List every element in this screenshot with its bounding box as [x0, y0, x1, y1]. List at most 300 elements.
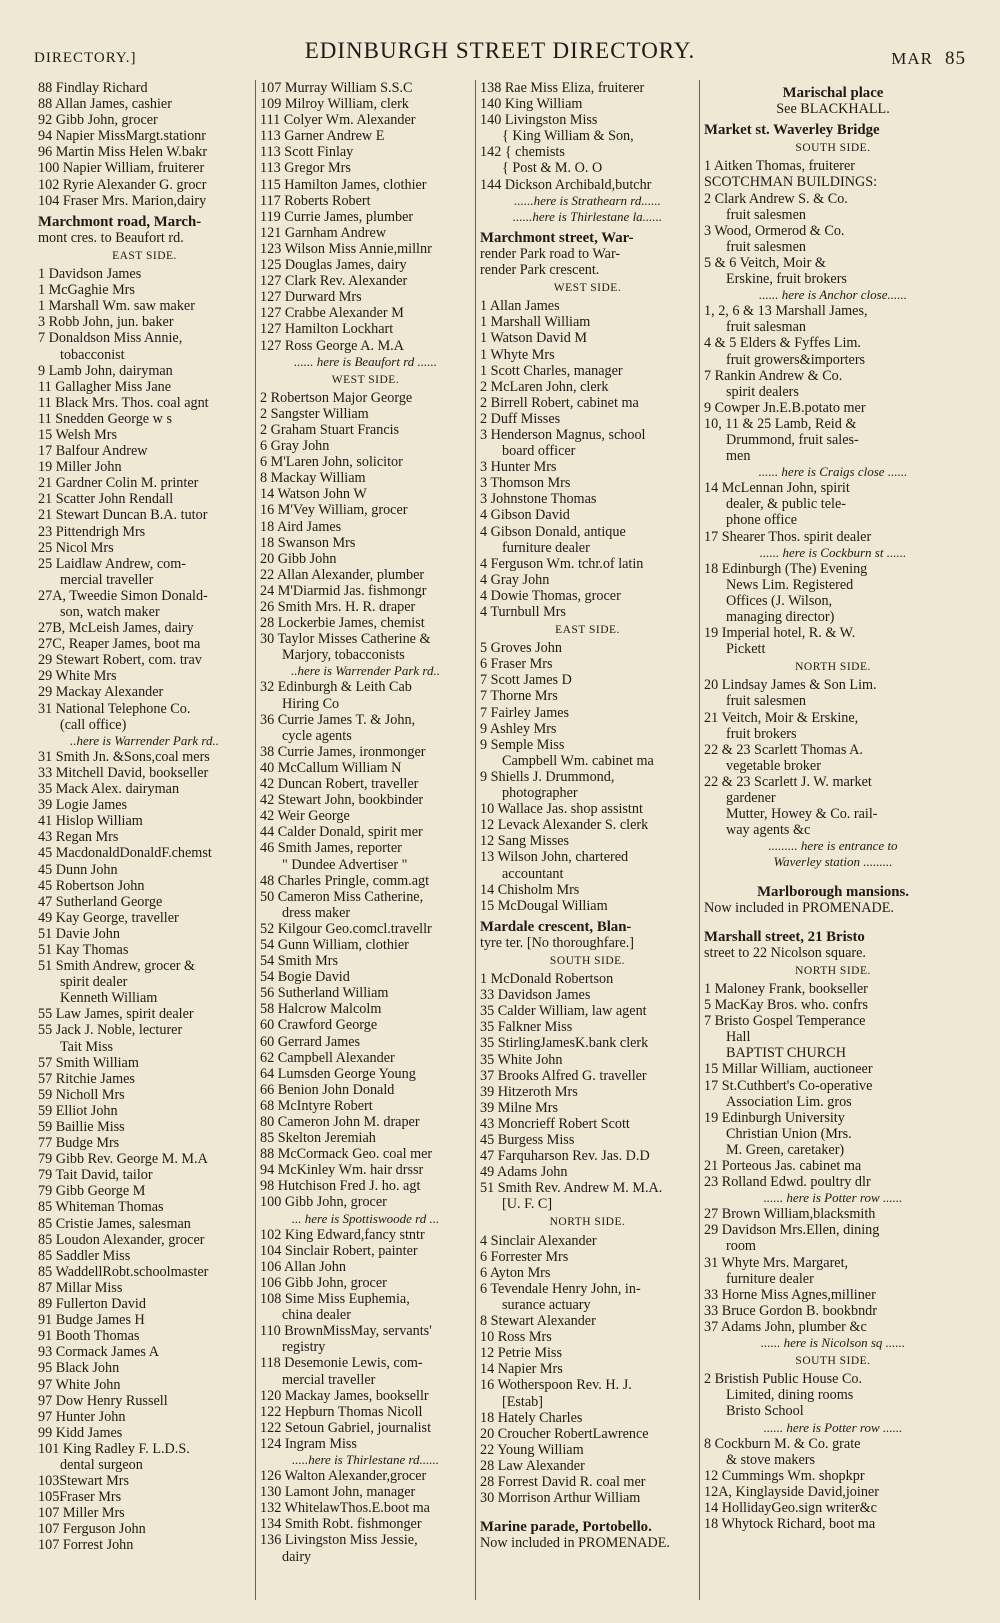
- directory-entry: 121 Garnham Andrew: [260, 224, 387, 241]
- directory-entry: 59 Nicholl Mrs: [38, 1086, 125, 1103]
- entry-continuation: vegetable broker: [726, 757, 821, 774]
- directory-entry: 111 Colyer Wm. Alexander: [260, 112, 416, 129]
- directory-entry: 14 Napier Mrs: [480, 1361, 563, 1378]
- directory-entry: 38 Currie James, ironmonger: [260, 743, 426, 760]
- directory-entry: 14 Chisholm Mrs: [480, 881, 580, 898]
- directory-entry: 138 Rae Miss Eliza, fruiterer: [480, 80, 645, 96]
- spacer: [704, 871, 962, 879]
- directory-entry: 11 Black Mrs. Thos. coal agnt: [38, 394, 209, 411]
- directory-entry: 29 White Mrs: [38, 668, 117, 685]
- side-label: SOUTH SIDE.: [795, 1355, 871, 1368]
- directory-entry: 35 StirlingJamesK.bank clerk: [480, 1035, 649, 1052]
- street-heading: Marine parade, Portobello.: [480, 1519, 652, 1536]
- directory-entry: 7 Thorne Mrs: [480, 688, 558, 705]
- directory-entry: 85 WaddellRobt.schoolmaster: [38, 1263, 209, 1280]
- entry-continuation: [U. F. C]: [502, 1196, 553, 1213]
- side-label: SOUTH SIDE.: [549, 954, 626, 967]
- directory-entry: 20 Lindsay James & Son Lim.: [704, 677, 877, 694]
- directory-entry: 58 Halcrow Malcolm: [260, 1001, 382, 1018]
- directory-entry: 1 Maloney Frank, bookseller: [704, 980, 868, 997]
- directory-entry: 43 Regan Mrs: [38, 829, 119, 846]
- directory-entry: 23 Pittendrigh Mrs: [38, 523, 146, 540]
- directory-entry: 54 Gunn William, clothier: [260, 936, 409, 953]
- entry-continuation: M. Green, caretaker): [726, 1141, 845, 1158]
- entry-continuation: mercial traveller: [282, 1371, 376, 1388]
- directory-entry: 37 Adams John, plumber &c: [704, 1318, 867, 1335]
- directory-entry: 2 Clark Andrew S. & Co.: [704, 190, 848, 207]
- entry-continuation: furniture dealer: [502, 539, 590, 556]
- entry-continuation: fruit salesman: [726, 319, 806, 336]
- directory-entry: 94 Napier MissMargt.stationr: [38, 128, 206, 145]
- directory-entry: 43 Moncrieff Robert Scott: [480, 1115, 630, 1132]
- entry-continuation: surance actuary: [502, 1296, 591, 1313]
- directory-entry: 51 Smith Rev. Andrew M. M.A.: [480, 1180, 663, 1197]
- directory-entry: 35 White John: [480, 1051, 563, 1068]
- directory-entry: 4 Gibson Donald, antique: [480, 523, 626, 540]
- directory-entry: 12 Petrie Miss: [480, 1345, 562, 1362]
- directory-entry: 6 Gray John: [260, 438, 330, 455]
- directory-entry: 88 Findlay Richard: [38, 80, 148, 96]
- directory-entry: 2 Sangster William: [260, 405, 369, 422]
- entry-continuation: dairy: [282, 1548, 312, 1565]
- entry-continuation: gardener: [726, 790, 776, 807]
- cross-street-marker: ... here is Spottiswoode rd ...: [291, 1210, 440, 1226]
- directory-entry: 124 Ingram Miss: [260, 1435, 357, 1452]
- directory-entry: 93 Cormack James A: [38, 1344, 159, 1361]
- directory-entry: 22 Allan Alexander, plumber: [260, 566, 425, 583]
- entry-continuation: phone office: [726, 512, 798, 529]
- directory-entry: 113 Scott Finlay: [260, 144, 354, 161]
- directory-entry: 5 & 6 Veitch, Moir &: [704, 254, 826, 271]
- directory-entry: 13 Wilson John, chartered: [480, 849, 629, 866]
- directory-entry: 44 Calder Donald, spirit mer: [260, 824, 423, 841]
- directory-entry: 27C, Reaper James, boot ma: [38, 636, 201, 653]
- directory-entry: 5 MacKay Bros. who. confrs: [704, 997, 868, 1014]
- entry-continuation: Erskine, fruit brokers: [726, 271, 847, 288]
- directory-entry: 118 Desemonie Lewis, com-: [260, 1355, 423, 1372]
- directory-entry: 8 Cockburn M. & Co. grate: [704, 1435, 861, 1452]
- cross-street-marker: ......here is Thirlestane la......: [512, 208, 663, 224]
- directory-entry: 94 McKinley Wm. hair drssr: [260, 1162, 424, 1179]
- directory-entry: 41 Hislop William: [38, 813, 143, 830]
- cross-street-marker: ...... here is Potter row ......: [763, 1419, 903, 1435]
- directory-entry: 64 Lumsden George Young: [260, 1065, 416, 1082]
- street-note: mont cres. to Beaufort rd.: [38, 229, 184, 246]
- directory-entry: 103Stewart Mrs: [38, 1473, 130, 1490]
- directory-entry: 105Fraser Mrs: [38, 1489, 122, 1506]
- directory-entry: 140 King William: [480, 96, 583, 113]
- spacer: [704, 916, 962, 924]
- directory-entry: 125 Douglas James, dairy: [260, 257, 407, 274]
- entry-continuation: men: [726, 448, 751, 465]
- entry-continuation: { Post & M. O. O: [502, 160, 603, 177]
- directory-entry: 57 Ritchie James: [38, 1070, 135, 1087]
- directory-entry: 46 Smith James, reporter: [260, 840, 402, 857]
- directory-entry: 92 Gibb John, grocer: [38, 112, 158, 129]
- directory-entry: 42 Stewart John, bookbinder: [260, 792, 424, 809]
- directory-entry: 1 Marshall Wm. saw maker: [38, 298, 195, 315]
- directory-entry: 18 Aird James: [260, 518, 342, 535]
- directory-entry: 60 Crawford George: [260, 1017, 378, 1034]
- directory-entry: 127 Crabbe Alexander M: [260, 305, 404, 322]
- directory-entry: 16 Wotherspoon Rev. H. J.: [480, 1377, 632, 1394]
- directory-entry: 1, 2, 6 & 13 Marshall James,: [704, 303, 868, 320]
- side-label: NORTH SIDE.: [795, 661, 871, 674]
- directory-entry: 32 Edinburgh & Leith Cab: [260, 679, 412, 696]
- column-4: [700, 80, 966, 1600]
- cross-street-marker: ...... here is Anchor close......: [758, 287, 908, 303]
- directory-entry: 24 M'Diarmid Jas. fishmongr: [260, 582, 427, 599]
- directory-entry: 7 Donaldson Miss Annie,: [38, 330, 183, 347]
- directory-entry: 23 Rolland Edwd. poultry dlr: [704, 1174, 871, 1191]
- directory-entry: 21 Stewart Duncan B.A. tutor: [38, 507, 208, 524]
- directory-entry: 47 Farquharson Rev. Jas. D.D: [480, 1148, 650, 1165]
- directory-entry: 59 Elliot John: [38, 1102, 118, 1119]
- street-note: Now included in PROMENADE.: [480, 1535, 670, 1552]
- directory-entry: 27 Brown William,blacksmith: [704, 1206, 876, 1223]
- directory-entry: 3 Thomson Mrs: [480, 475, 571, 492]
- directory-entry: 39 Milne Mrs: [480, 1099, 559, 1116]
- directory-entry: 22 Young William: [480, 1441, 584, 1458]
- directory-entry: 21 Gardner Colin M. printer: [38, 475, 199, 492]
- directory-entry: 85 Saddler Miss: [38, 1247, 131, 1264]
- entry-continuation: dental surgeon: [60, 1456, 143, 1473]
- directory-entry: 45 Burgess Miss: [480, 1132, 575, 1148]
- directory-entry: 117 Roberts Robert: [260, 192, 371, 209]
- header-section: MAR: [891, 49, 933, 68]
- directory-entry: 9 Ashley Mrs: [480, 720, 557, 737]
- column-1: [34, 80, 256, 1600]
- side-label: SOUTH SIDE.: [795, 142, 871, 155]
- directory-entry: 48 Charles Pringle, comm.agt: [260, 872, 430, 889]
- directory-entry: 113 Garner Andrew E: [260, 128, 385, 145]
- directory-entry: 11 Snedden George w s: [38, 410, 172, 427]
- entry-continuation: spirit dealer: [60, 974, 128, 991]
- directory-entry: 33 Davidson James: [480, 987, 591, 1004]
- directory-entry: 28 Law Alexander: [480, 1457, 585, 1474]
- directory-entry: 2 Graham Stuart Francis: [260, 421, 400, 438]
- directory-entry: 113 Gregor Mrs: [260, 160, 351, 177]
- directory-entry: 8 Stewart Alexander: [480, 1313, 596, 1330]
- directory-entry: 6 Forrester Mrs: [480, 1248, 569, 1265]
- directory-entry: 97 White John: [38, 1376, 121, 1393]
- entry-continuation: accountant: [502, 865, 564, 882]
- directory-entry: 60 Gerrard James: [260, 1033, 361, 1050]
- directory-entry: 31 Smith Jn. &Sons,coal mers: [38, 748, 210, 765]
- side-label: NORTH SIDE.: [549, 1216, 626, 1229]
- cross-street-marker: Waverley station .........: [773, 854, 893, 870]
- page-title: EDINBURGH STREET DIRECTORY.: [304, 38, 696, 63]
- directory-entry: 14 HollidayGeo.sign writer&c: [704, 1499, 877, 1516]
- directory-entry: 40 McCallum William N: [260, 759, 402, 776]
- entry-continuation: Mutter, Howey & Co. rail-: [726, 806, 878, 823]
- directory-entry: 140 Livingston Miss: [480, 112, 598, 129]
- side-label: NORTH SIDE.: [795, 964, 871, 977]
- entry-continuation: Pickett: [726, 641, 766, 658]
- side-label: EAST SIDE.: [555, 624, 620, 637]
- directory-entry: 4 Ferguson Wm. tchr.of latin: [480, 555, 644, 572]
- directory-entry: 39 Hitzeroth Mrs: [480, 1083, 578, 1100]
- directory-entry: 120 Mackay James, booksellr: [260, 1387, 429, 1404]
- directory-entry: 35 Mack Alex. dairyman: [38, 781, 180, 798]
- directory-entry: 1 Aitken Thomas, fruiterer: [704, 158, 856, 175]
- directory-entry: 29 Davidson Mrs.Ellen, dining: [704, 1222, 880, 1239]
- directory-entry: 122 Setoun Gabriel, journalist: [260, 1419, 432, 1436]
- directory-entry: 100 Gibb John, grocer: [260, 1194, 387, 1211]
- directory-entry: 91 Budge James H: [38, 1312, 145, 1329]
- directory-entry: 107 Forrest John: [38, 1537, 134, 1554]
- entry-continuation: furniture dealer: [726, 1270, 814, 1287]
- directory-entry: 102 Ryrie Alexander G. grocr: [38, 176, 207, 193]
- directory-entry: 79 Tait David, tailor: [38, 1167, 153, 1184]
- directory-entry: 45 MacdonaldDonaldF.chemst: [38, 845, 212, 862]
- directory-entry: 50 Cameron Miss Catherine,: [260, 888, 424, 905]
- directory-entry: 1 McDonald Robertson: [480, 971, 614, 988]
- directory-entry: 35 Falkner Miss: [480, 1019, 573, 1036]
- directory-entry: 25 Laidlaw Andrew, com-: [38, 555, 187, 572]
- cross-street-marker: ......... here is entrance to: [768, 838, 898, 854]
- directory-entry: 16 M'Vey William, grocer: [260, 502, 408, 519]
- directory-entry: 66 Benion John Donald: [260, 1081, 395, 1098]
- directory-entry: 33 Mitchell David, bookseller: [38, 764, 209, 781]
- directory-entry: 3 Johnstone Thomas: [480, 491, 597, 508]
- street-note: Now included in PROMENADE.: [704, 899, 894, 916]
- entry-continuation: Kenneth William: [60, 990, 158, 1007]
- directory-entry: 4 Sinclair Alexander: [480, 1232, 597, 1249]
- entry-continuation: & stove makers: [726, 1451, 816, 1468]
- directory-entry: 4 Turnbull Mrs: [480, 604, 566, 620]
- directory-entry: 3 Wood, Ormerod & Co.: [704, 222, 845, 239]
- page-number: 85: [945, 48, 966, 69]
- street-note: street to 22 Nicolson square.: [704, 944, 866, 961]
- directory-entry: 52 Kilgour Geo.comcl.travellr: [260, 920, 432, 937]
- directory-entry: 30 Morrison Arthur William: [480, 1490, 641, 1507]
- directory-entry: 28 Lockerbie James, chemist: [260, 615, 425, 632]
- directory-entry: 21 Scatter John Rendall: [38, 491, 174, 508]
- directory-entry: 79 Gibb Rev. George M. M.A: [38, 1151, 208, 1168]
- directory-entry: 10 Ross Mrs: [480, 1329, 552, 1346]
- directory-entry: 7 Rankin Andrew & Co.: [704, 367, 843, 384]
- directory-entry: 104 Fraser Mrs. Marion,dairy: [38, 192, 207, 209]
- directory-entry: 27B, McLeish James, dairy: [38, 620, 194, 637]
- directory-entry: 99 Kidd James: [38, 1424, 123, 1441]
- directory-entry: 123 Wilson Miss Annie,millnr: [260, 240, 432, 257]
- directory-entry: 19 Miller John: [38, 459, 122, 476]
- directory-entry: 28 Forrest David R. coal mer: [480, 1473, 646, 1490]
- directory-entry: 1 Whyte Mrs: [480, 346, 555, 363]
- entry-continuation: room: [726, 1238, 756, 1255]
- directory-entry: 51 Kay Thomas: [38, 941, 129, 958]
- directory-entry: 1 Watson David M: [480, 330, 587, 347]
- directory-entry: 31 National Telephone Co.: [38, 700, 191, 717]
- directory-entry: 100 Napier William, fruiterer: [38, 160, 205, 177]
- directory-entry: 49 Adams John: [480, 1164, 568, 1181]
- entry-continuation: dress maker: [282, 904, 351, 921]
- cross-street-marker: .....here is Thirlestane rd......: [291, 1451, 440, 1467]
- directory-entry: 89 Fullerton David: [38, 1296, 146, 1313]
- cross-street-marker: ......here is Strathearn rd......: [514, 192, 661, 208]
- directory-entry: 15 Welsh Mrs: [38, 426, 117, 443]
- columns: [34, 80, 966, 1600]
- entry-continuation: board officer: [502, 443, 576, 460]
- street-note: render Park road to War-: [480, 245, 621, 262]
- entry-continuation: son, watch maker: [60, 604, 160, 620]
- entry-continuation: Marjory, tobacconists: [282, 647, 405, 664]
- directory-entry: 21 Veitch, Moir & Erskine,: [704, 709, 859, 726]
- cross-street-marker: ...... here is Potter row ......: [763, 1190, 903, 1206]
- directory-entry: 1 Allan James: [480, 298, 560, 315]
- entry-continuation: Hiring Co: [282, 695, 340, 712]
- directory-entry: 106 Allan John: [260, 1258, 346, 1275]
- page-header: [34, 38, 966, 74]
- directory-entry: 29 Stewart Robert, com. trav: [38, 652, 202, 669]
- entry-continuation: Campbell Wm. cabinet ma: [502, 752, 654, 769]
- directory-entry: 106 Gibb John, grocer: [260, 1274, 387, 1291]
- directory-entry: 20 Croucher RobertLawrence: [480, 1425, 649, 1442]
- street-note: tyre ter. [No thoroughfare.]: [480, 934, 635, 951]
- directory-entry: 2 Duff Misses: [480, 410, 561, 427]
- street-note: See BLACKHALL.: [776, 101, 890, 118]
- entry-continuation: cycle agents: [282, 727, 352, 744]
- directory-entry: 54 Bogie David: [260, 969, 350, 986]
- directory-entry: 97 Hunter John: [38, 1408, 126, 1425]
- directory-entry: 87 Millar Miss: [38, 1279, 123, 1296]
- directory-entry: 9 Cowper Jn.E.B.potato mer: [704, 399, 866, 416]
- directory-entry: 98 Hutchison Fred J. ho. agt: [260, 1178, 421, 1195]
- directory-entry: 54 Smith Mrs: [260, 953, 339, 970]
- entry-continuation: (call office): [60, 716, 127, 733]
- directory-entry: 18 Whytock Richard, boot ma: [704, 1516, 876, 1533]
- side-label: WEST SIDE.: [331, 373, 400, 386]
- directory-entry: 122 Hepburn Thomas Nicoll: [260, 1403, 423, 1420]
- directory-entry: 4 & 5 Elders & Fyffes Lim.: [704, 335, 861, 352]
- directory-entry: 110 BrownMissMay, servants': [260, 1323, 432, 1340]
- directory-entry: 11 Gallagher Miss Jane: [38, 378, 172, 395]
- entry-continuation: Hall: [726, 1029, 751, 1046]
- entry-continuation: photographer: [502, 785, 578, 802]
- entry-continuation: Offices (J. Wilson,: [726, 592, 833, 609]
- directory-entry: 6 Tevendale Henry John, in-: [480, 1280, 641, 1297]
- directory-entry: 132 WhitelawThos.E.boot ma: [260, 1500, 430, 1517]
- directory-entry: 144 Dickson Archibald,butchr: [480, 176, 652, 193]
- directory-entry: 18 Edinburgh (The) Evening: [704, 560, 868, 577]
- directory-entry: 1 Davidson James: [38, 266, 142, 283]
- directory-entry: 33 Bruce Gordon B. bookbndr: [704, 1302, 877, 1319]
- directory-entry: 14 Watson John W: [260, 486, 367, 503]
- directory-entry: 15 Millar William, auctioneer: [704, 1061, 873, 1078]
- directory-entry: 37 Brooks Alfred G. traveller: [480, 1067, 647, 1084]
- directory-entry: 26 Smith Mrs. H. R. draper: [260, 599, 416, 615]
- directory-entry: 126 Walton Alexander,grocer: [260, 1468, 427, 1485]
- directory-entry: 3 Hunter Mrs: [480, 459, 557, 476]
- directory-entry: SCOTCHMAN BUILDINGS:: [704, 174, 878, 191]
- directory-entry: 9 Semple Miss: [480, 736, 565, 753]
- directory-entry: 27A, Tweedie Simon Donald-: [38, 587, 208, 604]
- directory-entry: 127 Hamilton Lockhart: [260, 321, 394, 338]
- directory-entry: 22 & 23 Scarlett Thomas A.: [704, 741, 863, 758]
- entry-continuation: " Dundee Advertiser ": [282, 856, 408, 873]
- directory-entry: 6 Fraser Mrs: [480, 656, 553, 673]
- directory-entry: 115 Hamilton James, clothier: [260, 176, 427, 193]
- directory-entry: 95 Black John: [38, 1360, 120, 1377]
- header-left: DIRECTORY.]: [34, 50, 137, 66]
- street-heading: Marischal place: [782, 85, 884, 101]
- directory-entry: 30 Taylor Misses Catherine &: [260, 631, 431, 648]
- directory-entry: 51 Smith Andrew, grocer &: [38, 958, 196, 975]
- directory-entry: 42 Duncan Robert, traveller: [260, 776, 419, 793]
- directory-entry: 104 Sinclair Robert, painter: [260, 1242, 418, 1259]
- directory-entry: 2 Birrell Robert, cabinet ma: [480, 394, 639, 411]
- directory-entry: 119 Currie James, plumber: [260, 208, 414, 225]
- directory-entry: 21 Porteous Jas. cabinet ma: [704, 1158, 862, 1174]
- directory-entry: 29 Mackay Alexander: [38, 684, 164, 701]
- directory-entry: 1 Marshall William: [480, 314, 591, 331]
- directory-entry: 127 Clark Rev. Alexander: [260, 273, 408, 290]
- directory-entry: 45 Robertson John: [38, 877, 145, 894]
- cross-street-marker: ..here is Warrender Park rd..: [290, 663, 440, 679]
- entry-continuation: mercial traveller: [60, 571, 154, 588]
- entry-continuation: News Lim. Registered: [726, 576, 854, 593]
- directory-entry: 102 King Edward,fancy stntr: [260, 1226, 425, 1243]
- directory-entry: 127 Ross George A. M.A: [260, 337, 404, 354]
- directory-entry: 8 Mackay William: [260, 470, 366, 487]
- directory-entry: 107 Miller Mrs: [38, 1505, 125, 1522]
- entry-continuation: registry: [282, 1339, 326, 1356]
- street-note: render Park crescent.: [480, 262, 600, 279]
- directory-entry: 107 Murray William S.S.C: [260, 80, 413, 96]
- directory-entry: 88 McCormack Geo. coal mer: [260, 1146, 433, 1163]
- directory-entry: 36 Currie James T. & John,: [260, 711, 416, 728]
- directory-entry: 39 Logie James: [38, 797, 128, 814]
- directory-entry: 6 M'Laren John, solicitor: [260, 454, 403, 471]
- entry-continuation: fruit brokers: [726, 725, 797, 742]
- entry-continuation: fruit salesmen: [726, 238, 806, 255]
- directory-entry: 9 Shiells J. Drummond,: [480, 768, 615, 785]
- directory-entry: 19 Imperial hotel, R. & W.: [704, 625, 856, 642]
- directory-entry: 18 Swanson Mrs: [260, 534, 356, 551]
- cross-street-marker: ...... here is Beaufort rd ......: [293, 353, 438, 369]
- entry-continuation: fruit salesmen: [726, 206, 806, 223]
- street-heading: Marshall street, 21 Bristo: [704, 928, 865, 945]
- directory-entry: 17 Shearer Thos. spirit dealer: [704, 528, 872, 545]
- street-heading: Marchmont road, March-: [38, 213, 202, 230]
- directory-entry: 19 Edinburgh University: [704, 1109, 845, 1126]
- directory-entry: 136 Livingston Miss Jessie,: [260, 1532, 418, 1549]
- directory-entry: 12 Cummings Wm. shopkpr: [704, 1467, 865, 1484]
- directory-entry: 96 Martin Miss Helen W.bakr: [38, 144, 208, 161]
- directory-entry: 17 Balfour Andrew: [38, 443, 148, 460]
- directory-entry: 4 Gibson David: [480, 507, 570, 524]
- directory-entry: 142 { chemists: [480, 144, 565, 161]
- entry-continuation: fruit salesmen: [726, 693, 806, 710]
- directory-entry: 80 Cameron John M. draper: [260, 1114, 420, 1130]
- entry-continuation: china dealer: [282, 1307, 351, 1324]
- entry-continuation: Tait Miss: [60, 1038, 114, 1055]
- directory-entry: 20 Gibb John: [260, 550, 337, 567]
- entry-continuation: spirit dealers: [726, 383, 799, 400]
- directory-entry: 79 Gibb George M: [38, 1183, 146, 1200]
- directory-entry: 12 Sang Misses: [480, 833, 570, 850]
- header-right: [891, 48, 966, 70]
- directory-entry: 9 Lamb John, dairyman: [38, 362, 173, 379]
- entry-continuation: way agents &c: [726, 822, 811, 839]
- cross-street-marker: ...... here is Nicolson sq ......: [760, 1335, 906, 1351]
- directory-entry: 22 & 23 Scarlett J. W. market: [704, 773, 872, 790]
- directory-entry: 2 Robertson Major George: [260, 389, 413, 406]
- directory-entry: 4 Dowie Thomas, grocer: [480, 587, 621, 604]
- street-heading: Marlborough mansions.: [757, 883, 909, 900]
- directory-entry: 12 Levack Alexander S. clerk: [480, 817, 649, 834]
